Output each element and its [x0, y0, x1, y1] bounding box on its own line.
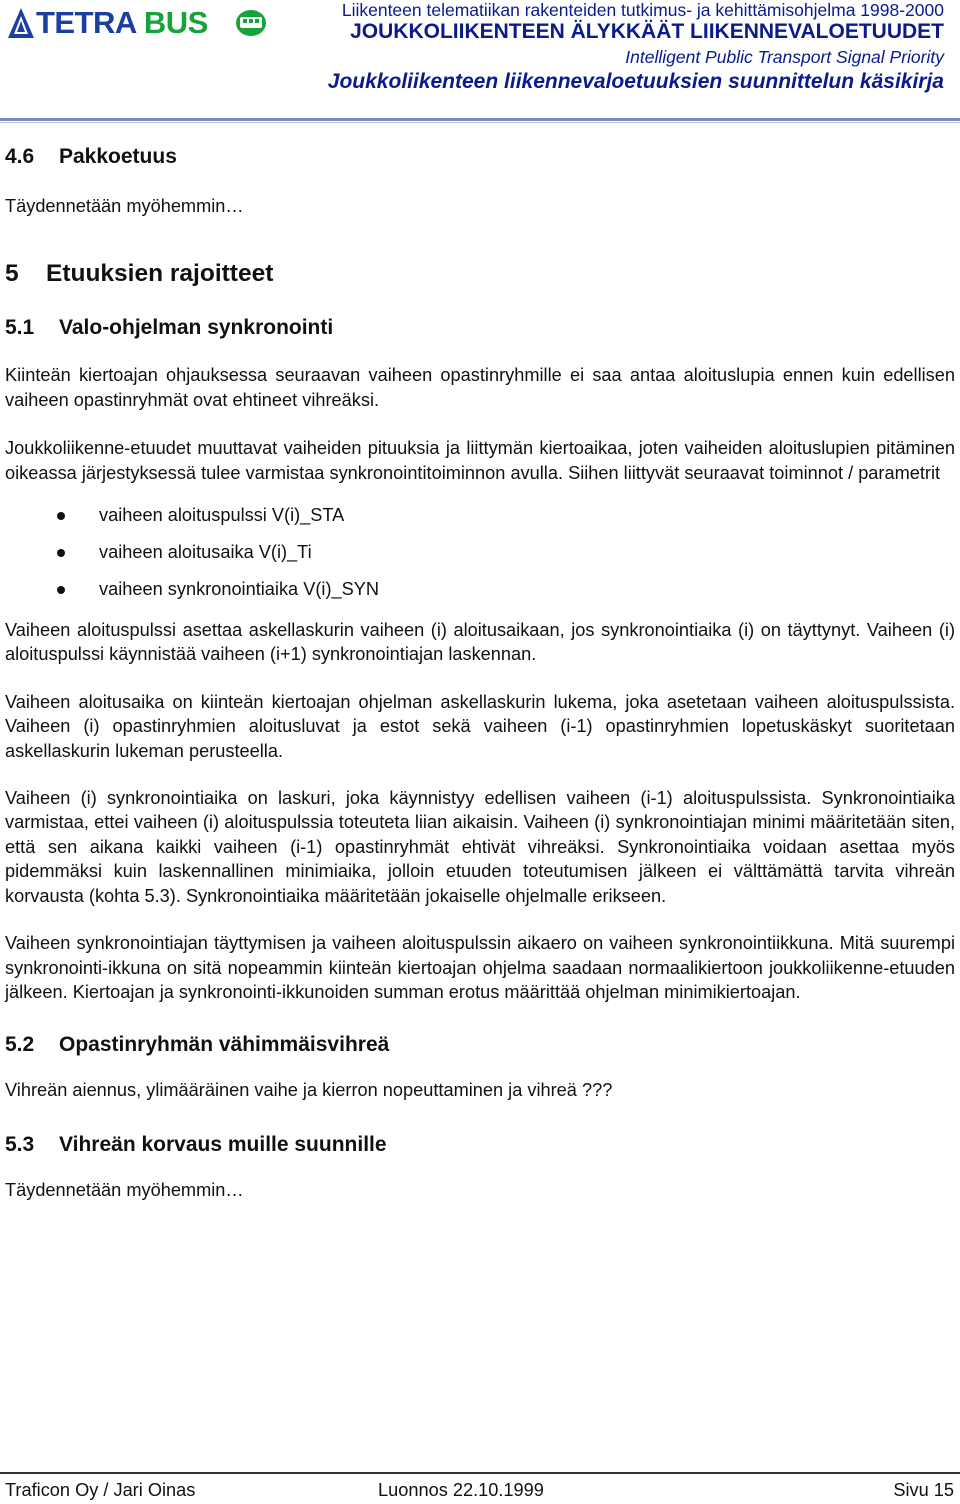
heading-5-1: 5.1 Valo-ohjelman synkronointi	[5, 316, 334, 340]
page-header	[0, 0, 960, 122]
bus-globe-icon	[234, 8, 268, 38]
list-item: vaiheen aloitusaika V(i)_Ti	[5, 540, 955, 577]
paragraph-5-1-3: Vaiheen aloituspulssi asettaa askellaskurin vaiheen (i) aloitusaikaan, jos synkronointiaika (i) on täyttynyt. Vaiheen (i) aloituspulssi käynnistää vaiheen (i+1) synkronointiajan laskennan.	[5, 620, 955, 665]
bullet-icon	[57, 512, 65, 520]
logo-triangle-icon	[6, 6, 36, 40]
program-name: Liikenteen telematiikan rakenteiden tutkimus- ja kehittämisohjelma 1998-2000	[341, 0, 944, 20]
section-4-6-text: Täydennetään myöhemmin…	[5, 196, 244, 216]
header-divider-thin	[0, 122, 960, 123]
list-item: vaiheen aloituspulssi V(i)_STA	[5, 503, 955, 540]
heading-5-3: 5.3 Vihreän korvaus muille suunnille	[5, 1132, 387, 1156]
project-subtitle: Intelligent Public Transport Signal Priority	[625, 47, 944, 67]
bullet-icon	[57, 549, 65, 557]
heading-5-2: 5.2 Opastinryhmän vähimmäisvihreä	[5, 1033, 390, 1057]
section-5-2-text: Vihreän aiennus, ylimääräinen vaihe ja kierron nopeuttaminen ja vihreä ???	[5, 1080, 613, 1101]
parameter-list	[5, 503, 955, 614]
heading-5: 5 Etuuksien rajoitteet	[5, 260, 274, 288]
paragraph-5-1-4: Vaiheen aloitusaika on kiinteän kiertoajan ohjelman askellaskurin lukema, joka asetetaan vaiheen aloituspulssista. Vaiheen (i) opastinryhmien aloitusluvat ja estot sekä vaiheen (i-1) opastinryhmien lopetuskäskyt suoritetaan askellaskurin lukeman perusteella.	[5, 691, 955, 761]
section-5-3-text: Täydennetään myöhemmin…	[5, 1179, 244, 1200]
handbook-title: Joukkoliikenteen liikennevaloetuuksien suunnittelun käsikirja	[327, 70, 944, 93]
project-title: JOUKKOLIIKENTEEN ÄLYKKÄÄT LIIKENNEVALOETUUDET	[350, 20, 944, 43]
footer-page-number: Sivu 15	[893, 1480, 954, 1500]
paragraph-5-1-1: Kiinteän kiertoajan ohjauksessa seuraavan vaiheen opastinryhmille ei saa antaa aloituslupia ennen kuin edellisen vaiheen opastinryhmät ovat ehtineet vihreäksi.	[5, 365, 955, 410]
logo-text-tetra: TETRA	[36, 5, 136, 40]
tetra-bus-logo	[6, 6, 268, 40]
paragraph-5-1-2: Joukkoliikenne-etuudet muuttavat vaiheiden pituuksia ja liittymän kiertoaikaa, joten vaiheiden aloituslupien pitäminen oikeassa järjestyksessä tulee varmistaa synkronointitoiminnon avulla. Siihen liittyvät seuraavat toiminnot / parametrit	[5, 438, 955, 483]
list-item: vaiheen synkronointiaika V(i)_SYN	[5, 577, 955, 614]
bullet-icon	[57, 586, 65, 594]
page-footer	[0, 1472, 960, 1504]
heading-4-6: 4.6 Pakkoetuus	[5, 145, 177, 168]
footer-divider	[0, 1472, 960, 1474]
header-divider	[0, 118, 960, 121]
page-content	[5, 142, 955, 1202]
logo-text-bus: BUS	[143, 5, 208, 40]
paragraph-5-1-5: Vaiheen (i) synkronointiaika on laskuri, joka käynnistyy edellisen vaiheen (i-1) aloituspulssista. Synkronointiaika varmistaa, ettei vaiheen (i) aloituspulssia toteuteta liian aikaisin. Vaiheen (i) synkronointiajan minimi määritetään siten, että sen aikana kaikki vaiheen (i-1) opastinryhmät ehtivät vihreäksi. Synkronointiaika voidaan asettaa myös pidemmäksi kuin laskennallinen minimiaika, jolloin etuuden toteutumisen jälkeen ei välttämättä tarvita vihreän korvausta (kohta 5.3). Synkronointiaika määritetään jokaiselle ohjelmalle erikseen.	[5, 788, 955, 906]
paragraph-5-1-6: Vaiheen synkronointiajan täyttymisen ja vaiheen aloituspulssin aikaero on vaiheen synkronointiikkuna. Mitä suurempi synkronointi-ikkuna on sitä nopeammin kiinteän kiertoajan ohjelma saadaan normaalikiertoon joukkoliikenne-etuuden jälkeen. Kiertoajan ja synkronointi-ikkunoiden summan erotus määrittää ohjelman minimikiertoajan.	[5, 933, 955, 1002]
footer-author: Traficon Oy / Jari Oinas	[5, 1480, 196, 1500]
footer-date: Luonnos 22.10.1999	[378, 1480, 544, 1500]
